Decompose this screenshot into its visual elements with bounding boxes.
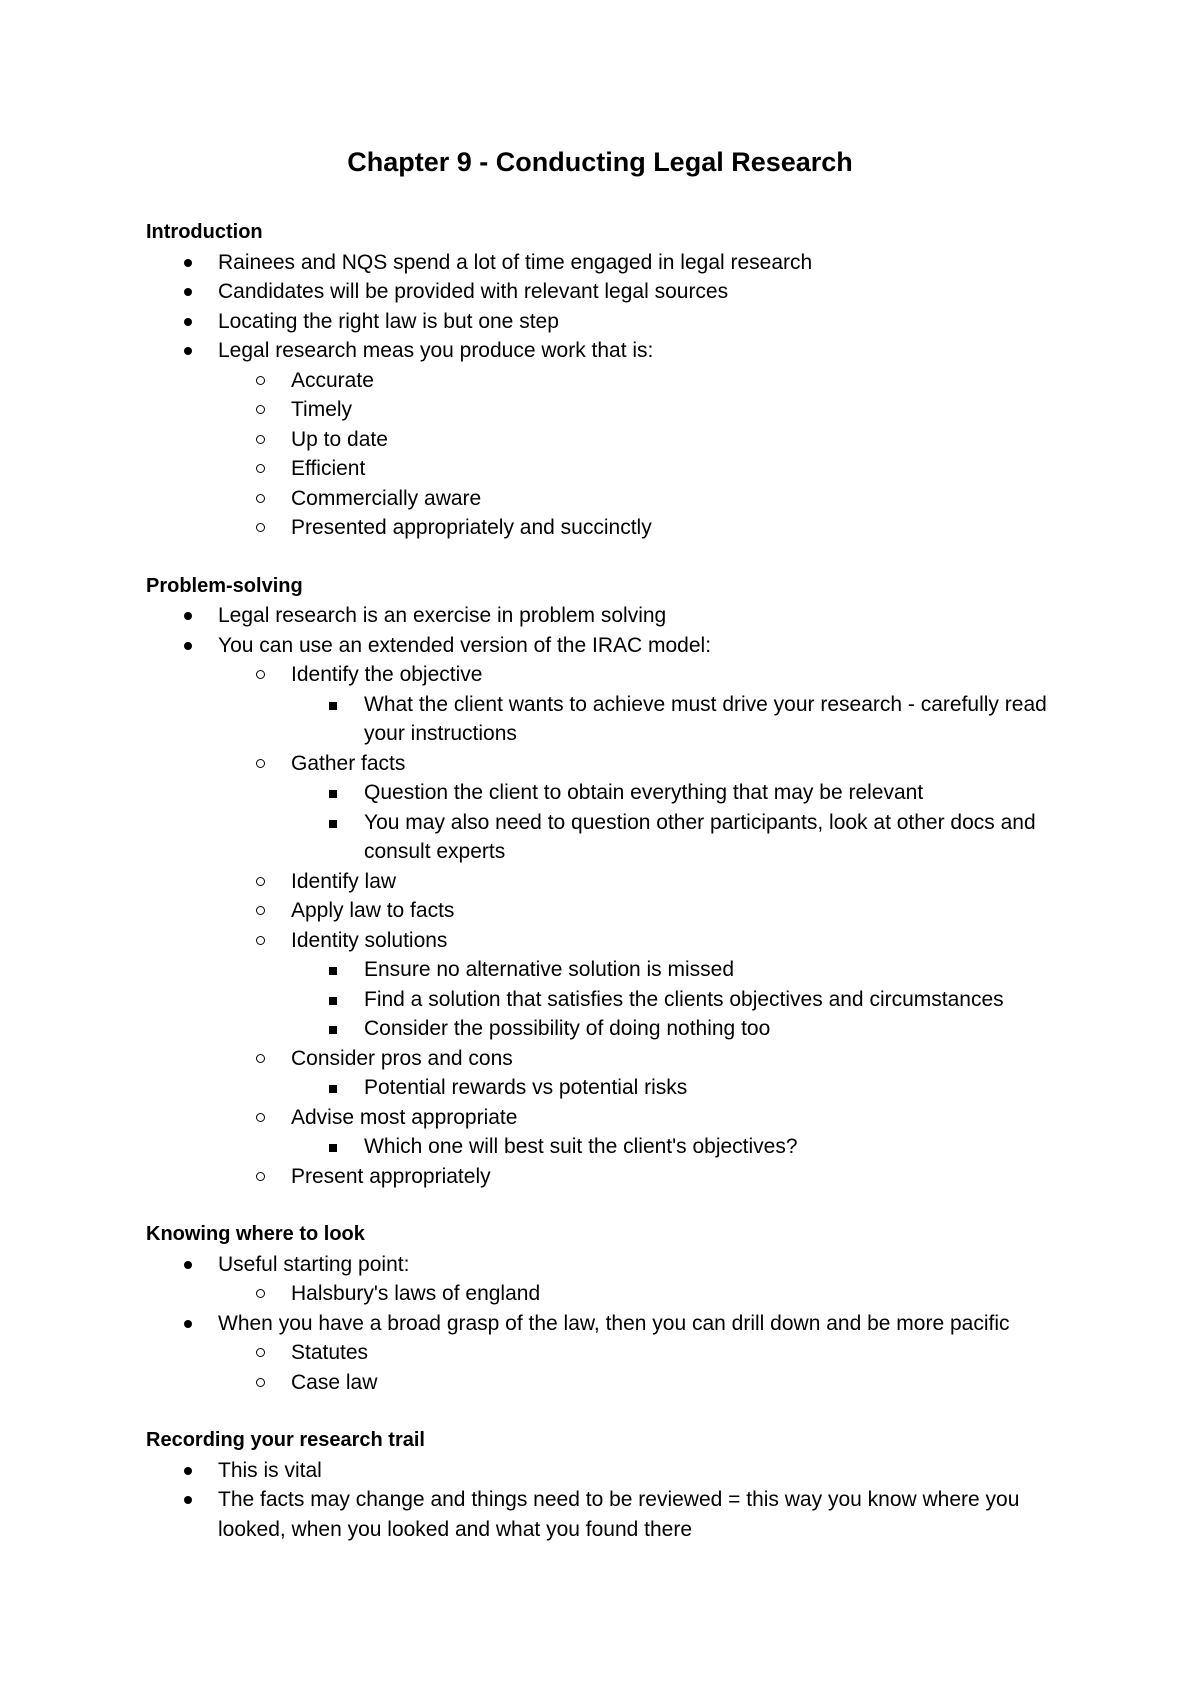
list-item: Statutes	[146, 1338, 1146, 1368]
list-item: Accurate	[146, 366, 1146, 396]
hollow-circle-bullet-icon	[256, 464, 265, 473]
list-item: Candidates will be provided with relevant legal sources	[146, 277, 1146, 307]
square-bullet-icon	[329, 1085, 337, 1093]
square-bullet-icon	[329, 820, 337, 828]
hollow-circle-bullet-icon	[256, 877, 265, 886]
hollow-circle-bullet-icon	[256, 1378, 265, 1387]
section-knowing-where-to-look	[146, 1220, 1146, 1397]
list-item: What the client wants to achieve must drive your research - carefully read your instructions	[146, 690, 1146, 749]
hollow-circle-bullet-icon	[256, 906, 265, 915]
list-item: Up to date	[146, 425, 1146, 455]
list-item: The facts may change and things need to be reviewed = this way you know where you looked, when you looked and what you found there	[146, 1485, 1146, 1544]
section-introduction	[146, 218, 1146, 543]
filled-disc-bullet-icon	[184, 612, 192, 620]
hollow-circle-bullet-icon	[256, 494, 265, 503]
list-item: Consider the possibility of doing nothing too	[146, 1014, 1146, 1044]
hollow-circle-bullet-icon	[256, 376, 265, 385]
square-bullet-icon	[329, 790, 337, 798]
list-item: Rainees and NQS spend a lot of time engaged in legal research	[146, 248, 1146, 278]
list-item: Question the client to obtain everything that may be relevant	[146, 778, 1146, 808]
hollow-circle-bullet-icon	[256, 670, 265, 679]
document-body	[146, 218, 1146, 1573]
list-item: Locating the right law is but one step	[146, 307, 1146, 337]
list-item: Case law	[146, 1368, 1146, 1398]
filled-disc-bullet-icon	[184, 1467, 192, 1475]
hollow-circle-bullet-icon	[256, 759, 265, 768]
list-item: Timely	[146, 395, 1146, 425]
list-item: Ensure no alternative solution is missed	[146, 955, 1146, 985]
hollow-circle-bullet-icon	[256, 523, 265, 532]
list-item: Identity solutions	[146, 926, 1146, 956]
hollow-circle-bullet-icon	[256, 1172, 265, 1181]
filled-disc-bullet-icon	[184, 642, 192, 650]
list-item: Apply law to facts	[146, 896, 1146, 926]
section-problem-solving	[146, 572, 1146, 1192]
filled-disc-bullet-icon	[184, 1320, 192, 1328]
list-item: Commercially aware	[146, 484, 1146, 514]
list-item: Which one will best suit the client's objectives?	[146, 1132, 1146, 1162]
section-heading: Recording your research trail	[146, 1429, 425, 1451]
bullet-list	[146, 248, 1146, 543]
hollow-circle-bullet-icon	[256, 1113, 265, 1122]
list-item: You can use an extended version of the IRAC model:	[146, 631, 1146, 661]
filled-disc-bullet-icon	[184, 318, 192, 326]
bullet-list	[146, 1250, 1146, 1398]
hollow-circle-bullet-icon	[256, 435, 265, 444]
list-item: This is vital	[146, 1456, 1146, 1486]
filled-disc-bullet-icon	[184, 1496, 192, 1504]
section-heading: Knowing where to look	[146, 1223, 365, 1245]
list-item: When you have a broad grasp of the law, then you can drill down and be more pacific	[146, 1309, 1146, 1339]
list-item: Presented appropriately and succinctly	[146, 513, 1146, 543]
hollow-circle-bullet-icon	[256, 936, 265, 945]
list-item: Advise most appropriate	[146, 1103, 1146, 1133]
list-item: Gather facts	[146, 749, 1146, 779]
page-title: Chapter 9 - Conducting Legal Research	[347, 147, 853, 177]
bullet-list	[146, 601, 1146, 1191]
list-item: Present appropriately	[146, 1162, 1146, 1192]
list-item: Legal research meas you produce work that is:	[146, 336, 1146, 366]
hollow-circle-bullet-icon	[256, 1054, 265, 1063]
filled-disc-bullet-icon	[184, 259, 192, 267]
square-bullet-icon	[329, 1144, 337, 1152]
filled-disc-bullet-icon	[184, 347, 192, 355]
section-heading: Introduction	[146, 221, 263, 243]
hollow-circle-bullet-icon	[256, 1289, 265, 1298]
hollow-circle-bullet-icon	[256, 405, 265, 414]
filled-disc-bullet-icon	[184, 288, 192, 296]
square-bullet-icon	[329, 967, 337, 975]
list-item: You may also need to question other participants, look at other docs and consult experts	[146, 808, 1146, 867]
list-item: Potential rewards vs potential risks	[146, 1073, 1146, 1103]
list-item: Find a solution that satisfies the clients objectives and circumstances	[146, 985, 1146, 1015]
hollow-circle-bullet-icon	[256, 1348, 265, 1357]
section-heading: Problem-solving	[146, 574, 303, 597]
square-bullet-icon	[329, 702, 337, 710]
section-recording-research-trail	[146, 1426, 1146, 1544]
list-item: Consider pros and cons	[146, 1044, 1146, 1074]
square-bullet-icon	[329, 1026, 337, 1034]
list-item: Efficient	[146, 454, 1146, 484]
bullet-list	[146, 1456, 1146, 1545]
list-item: Legal research is an exercise in problem solving	[146, 601, 1146, 631]
list-item: Identify the objective	[146, 660, 1146, 690]
list-item: Halsbury's laws of england	[146, 1279, 1146, 1309]
list-item: Useful starting point:	[146, 1250, 1146, 1280]
list-item: Identify law	[146, 867, 1146, 897]
filled-disc-bullet-icon	[184, 1261, 192, 1269]
square-bullet-icon	[329, 997, 337, 1005]
